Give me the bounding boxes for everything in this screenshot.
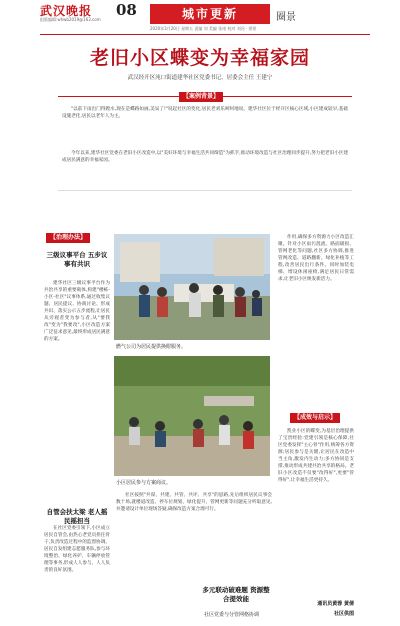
intro-paragraph-1: "以前下雨出门得蹚水,现在是蝶路如画,美呆了!"说起社区的变化,居民老刘乐呵呵地说。建华社区位于经开区核心区域,小区建成较早,基础设施老化,居民以老年人为主。 — [62, 107, 348, 119]
section-tag-method: 【治理办法】 — [46, 233, 90, 243]
page-number: 08 — [116, 1, 137, 19]
result-text: 凯业小区的蝶变,为基层治理提供了宝贵经验:党建引领是核心保障,社区党委发挥"主心骨"作用,统筹各方资源;居民参与是关键,让居民在改造中当主角,激发内生动力;多方协同是支撑,推动形成共建共治共享的格局。老旧小区改造不仅要"改得好",更要"管得好",让幸福生活更持久。 — [278, 429, 354, 483]
headline: 老旧小区蝶变为幸福家园 — [89, 47, 310, 69]
issue-meta: 2020年3月20日 星期五 责编 刘 美编 张南 校对 刘河 · 图景 — [150, 26, 257, 31]
subheading-3-sub: 社区党委与分管网格协调 — [204, 612, 260, 618]
middle-column-text: 社区按照"共谋、共建、共管、共评、共享"的思路,先后组织居民议事会数十场,就楼道改造、停车位规划、绿化提升、管网更新等问题充分听取意见,并邀请设计单位现场答疑,确保改造方案合理可行。 — [116, 493, 272, 512]
intro-paragraph-2: 今年以来,建华社区党委在老旧小区改造中,以"美好环境与幸福生活共同缔造"为抓手,推动环境改造与社区治理同步提升,努力把老旧小区建成居民满意的幸福家园。 — [62, 151, 348, 163]
masthead — [0, 0, 400, 30]
photo-gas-service — [114, 234, 270, 340]
subheading-3: 多元联动破难题 资源整合提效能 — [202, 586, 270, 603]
photo-credit: 社区供图 — [333, 611, 354, 617]
masthead-rule — [40, 34, 370, 35]
left-column-text-1: 建华社区三级议事平台作为共治共享的重要载体,构建"楼栋-小区-社区"议事体系,通过收集议题、居民提议、协商讨论、形成共识、落实公示五步流程,让居民从旁观者变为参与者,从"要我改"变为"我要改",小区改造方案广泛征求意见,最终形成居民满意的方案。 — [44, 281, 110, 342]
right-column-text: 作用,确保多方资源力小区改造汇聚。针对小区雨污混流、路面破损、管网老化等问题,社区多方协调,推进管网改造、道路翻新、绿化补植等工程,改善居民出行条件。同时加装电梯、增设休闲座椅,满足居民日常需求,让老旧小区焕发新活力。 — [278, 235, 354, 282]
section-label: 圈景 — [276, 12, 296, 23]
divider — [58, 190, 352, 191]
photo-residents-meeting — [114, 356, 270, 476]
newspaper-brand: 武汉晚报 — [40, 4, 93, 18]
section-tag-result: 【成效与启示】 — [290, 413, 340, 423]
section-tag-background: 【案例背景】 — [179, 92, 223, 102]
author-signature: 通讯员黄蓉 黄倩 — [317, 601, 354, 607]
subheading-2: 自管会扶太梁 老人摇民摇担当 — [46, 508, 108, 525]
photo-caption-1: 燃气公司为居民提供换附服务。 — [116, 344, 187, 350]
subheading-1: 三级议事平台 五步议事有共识 — [46, 251, 108, 268]
section-banner: 城市更新 — [150, 4, 270, 24]
editor-email: 组版编辑:whwb2019@163.com — [40, 17, 101, 22]
byline: 武汉经开区沌口街道建华社区党委书记、居委会主任 王建宁 — [127, 75, 273, 81]
photo-caption-2: 小区居民参与方案商议。 — [116, 480, 172, 486]
left-column-text-2: 在社区党委引领下,小区成立居民自管会,由热心老党员担任骨干,负责改造过程中的监督协调。居民自发组建志愿服务队,参与环境整治、绿化养护、车辆停放管理等事务,形成人人参与、人人负责的良好氛围。 — [44, 526, 110, 573]
